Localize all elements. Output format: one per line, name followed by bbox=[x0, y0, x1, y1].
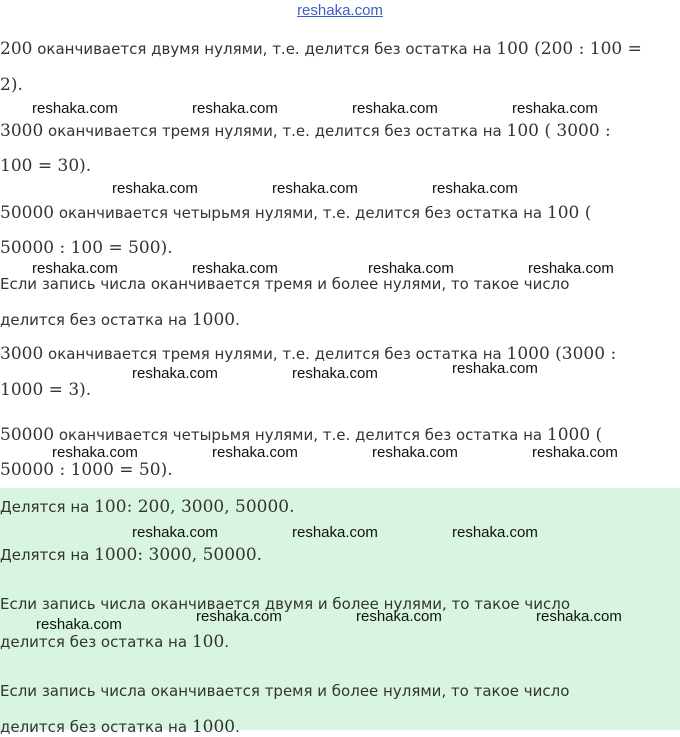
number: 200 bbox=[0, 39, 33, 59]
paragraph-3000-cont bbox=[0, 156, 91, 176]
paragraph-50000-cont bbox=[0, 238, 173, 258]
watermark: reshaka.com bbox=[352, 100, 438, 117]
text: оканчивается тремя нулями, т.е. делится без остатка на bbox=[43, 122, 507, 140]
label: Делятся на bbox=[0, 498, 95, 516]
divisor: 1000 bbox=[506, 344, 550, 364]
math: (200 : 100 = bbox=[528, 39, 642, 59]
paragraph-3000 bbox=[0, 121, 611, 141]
watermark: reshaka.com bbox=[452, 524, 538, 541]
paragraph-50000-by-1000 bbox=[0, 425, 602, 445]
watermark: reshaka.com bbox=[452, 360, 538, 377]
math: 50000 : 1000 = 50 bbox=[0, 460, 161, 480]
watermark: reshaka.com bbox=[292, 365, 378, 382]
watermark: reshaka.com bbox=[536, 608, 622, 625]
label: Делятся на bbox=[0, 546, 95, 564]
math-end: ). bbox=[160, 238, 173, 258]
math: ( bbox=[579, 203, 592, 223]
watermark: reshaka.com bbox=[132, 524, 218, 541]
answer-rule-1000-line2 bbox=[0, 717, 240, 737]
text: оканчивается тремя нулями, т.е. делится без остатка на bbox=[43, 345, 507, 363]
text: оканчивается двумя нулями, т.е. делится без остатка на bbox=[32, 40, 497, 58]
paragraph-50000 bbox=[0, 203, 591, 223]
math: ( 3000 : bbox=[538, 121, 611, 141]
number: 3000 bbox=[0, 121, 44, 141]
watermark: reshaka.com bbox=[512, 100, 598, 117]
watermark: reshaka.com bbox=[532, 444, 618, 461]
text: делится без остатка на bbox=[0, 311, 192, 329]
math: ( bbox=[590, 425, 603, 445]
divisor: 1000 bbox=[546, 425, 591, 445]
rule-1000-line1: Если запись числа оканчивается тремя и более нулями, то такое число bbox=[0, 275, 570, 293]
answer-rule-100-line2 bbox=[0, 632, 229, 652]
values: : 3000, 50000. bbox=[137, 545, 263, 565]
watermark: reshaka.com bbox=[212, 444, 298, 461]
watermark: reshaka.com bbox=[32, 260, 118, 277]
paragraph-200 bbox=[0, 39, 642, 59]
text-end: . bbox=[235, 718, 240, 736]
math: 2 bbox=[0, 75, 11, 95]
paragraph-200-cont bbox=[0, 75, 23, 95]
watermark: reshaka.com bbox=[192, 260, 278, 277]
text: делится без остатка на bbox=[0, 718, 192, 736]
answer-rule-100-line1: Если запись числа оканчивается двумя и более нулями, то такое число bbox=[0, 595, 571, 613]
math-end: ). bbox=[79, 156, 92, 176]
watermark: reshaka.com bbox=[528, 260, 614, 277]
math-end: ). bbox=[160, 460, 173, 480]
answer-divisible-100 bbox=[0, 497, 295, 517]
text: оканчивается четырьмя нулями, т.е. делится без остатка на bbox=[54, 426, 547, 444]
site-header-link[interactable]: reshaka.com bbox=[297, 2, 383, 19]
divisor: 100 bbox=[94, 497, 127, 517]
math: 50000 : 100 = 500 bbox=[0, 238, 161, 258]
math-end: ). bbox=[10, 75, 23, 95]
answer-divisible-1000 bbox=[0, 545, 262, 565]
watermark: reshaka.com bbox=[196, 608, 282, 625]
text-end: . bbox=[235, 311, 240, 329]
rule-1000-line2 bbox=[0, 310, 240, 330]
paragraph-50000-by-1000-cont bbox=[0, 460, 173, 480]
text: оканчивается четырьмя нулями, т.е. делится без остатка на bbox=[54, 204, 547, 222]
number: 50000 bbox=[0, 203, 55, 223]
watermark: reshaka.com bbox=[112, 180, 198, 197]
watermark: reshaka.com bbox=[272, 180, 358, 197]
text-end: . bbox=[224, 633, 230, 651]
watermark: reshaka.com bbox=[132, 365, 218, 382]
divisor: 1000 bbox=[191, 717, 236, 737]
watermark: reshaka.com bbox=[52, 444, 138, 461]
watermark: reshaka.com bbox=[372, 444, 458, 461]
number: 50000 bbox=[0, 425, 55, 445]
watermark: reshaka.com bbox=[32, 100, 118, 117]
math: (3000 : bbox=[549, 344, 617, 364]
math: 100 = 30 bbox=[0, 156, 80, 176]
values: : 200, 3000, 50000. bbox=[126, 497, 295, 517]
math: 1000 = 3 bbox=[0, 380, 80, 400]
divisor: 100 bbox=[191, 632, 225, 652]
text: делится без остатка на bbox=[0, 633, 192, 651]
watermark: reshaka.com bbox=[356, 608, 442, 625]
math-end: ). bbox=[79, 380, 92, 400]
watermark: reshaka.com bbox=[432, 180, 518, 197]
divisor: 100 bbox=[496, 39, 529, 59]
divisor: 100 bbox=[506, 121, 539, 141]
answer-rule-1000-line1: Если запись числа оканчивается тремя и более нулями, то такое число bbox=[0, 682, 570, 700]
watermark: reshaka.com bbox=[292, 524, 378, 541]
divisor: 100 bbox=[546, 203, 580, 223]
divisor: 1000 bbox=[94, 545, 138, 565]
watermark: reshaka.com bbox=[36, 616, 122, 633]
watermark: reshaka.com bbox=[192, 100, 278, 117]
number: 3000 bbox=[0, 344, 44, 364]
paragraph-3000-by-1000-cont bbox=[0, 380, 91, 400]
divisor: 1000 bbox=[191, 310, 236, 330]
watermark: reshaka.com bbox=[368, 260, 454, 277]
